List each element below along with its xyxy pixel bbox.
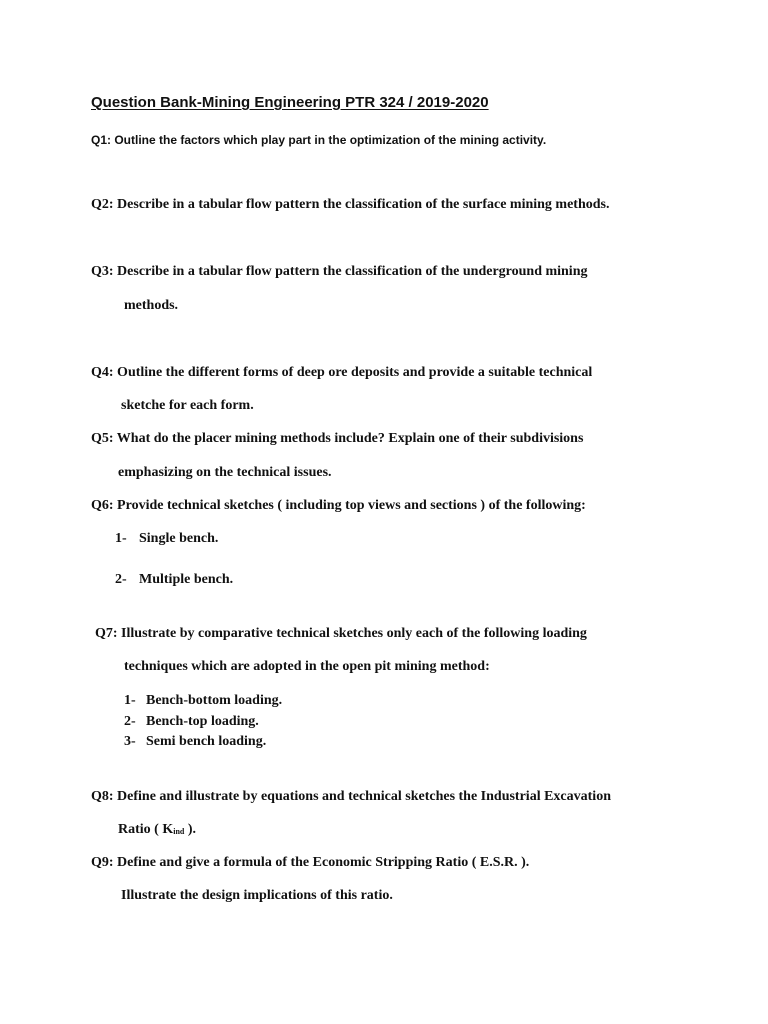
list-number: 2- [115,572,127,587]
question-8-line-2 [118,822,196,838]
question-9-line-2: Illustrate the design implications of this ratio. [121,888,393,903]
question-4-line-2: sketche for each form. [121,398,254,413]
question-2: Q2: Describe in a tabular flow pattern the classification of the surface mining methods. [91,197,610,212]
list-number: 3- [124,734,136,749]
question-7-line-1: Q7: Illustrate by comparative technical sketches only each of the following loading [95,626,587,641]
list-item-text: Bench-top loading. [146,714,259,729]
list-item-text: Multiple bench. [139,572,234,587]
question-8-line-1: Q8: Define and illustrate by equations and technical sketches the Industrial Excavation [91,789,611,804]
question-7-item [124,693,282,709]
question-4-line-1: Q4: Outline the different forms of deep ore deposits and provide a suitable technical [91,365,593,380]
question-3-line-1: Q3: Describe in a tabular flow pattern the classification of the underground mining [91,264,588,279]
question-3-line-2: methods. [124,298,179,313]
page-title: Question Bank-Mining Engineering PTR 324 / 2019-2020 [91,94,489,111]
ratio-close: ). [184,822,197,837]
question-5-line-1: Q5: What do the placer mining methods include? Explain one of their subdivisions [91,431,584,446]
list-number: 1- [115,531,127,546]
list-item-text: Semi bench loading. [146,734,267,749]
list-number: 2- [124,714,136,729]
question-7-item [124,734,266,750]
question-6-item [115,572,233,588]
question-7-line-2: techniques which are adopted in the open pit mining method: [124,659,490,674]
question-6-line-1: Q6: Provide technical sketches ( including top views and sections ) of the following: [91,498,586,513]
ratio-subscript: ind [173,827,185,836]
list-item-text: Bench-bottom loading. [146,693,283,708]
question-6-item [115,531,218,547]
question-1: Q1: Outline the factors which play part in the optimization of the mining activity. [91,133,547,147]
ratio-label: Ratio ( K [118,822,174,837]
question-9-line-1: Q9: Define and give a formula of the Economic Stripping Ratio ( E.S.R. ). [91,855,530,870]
question-5-line-2: emphasizing on the technical issues. [118,465,332,480]
list-number: 1- [124,693,136,708]
list-item-text: Single bench. [139,531,219,546]
question-7-item [124,714,259,730]
